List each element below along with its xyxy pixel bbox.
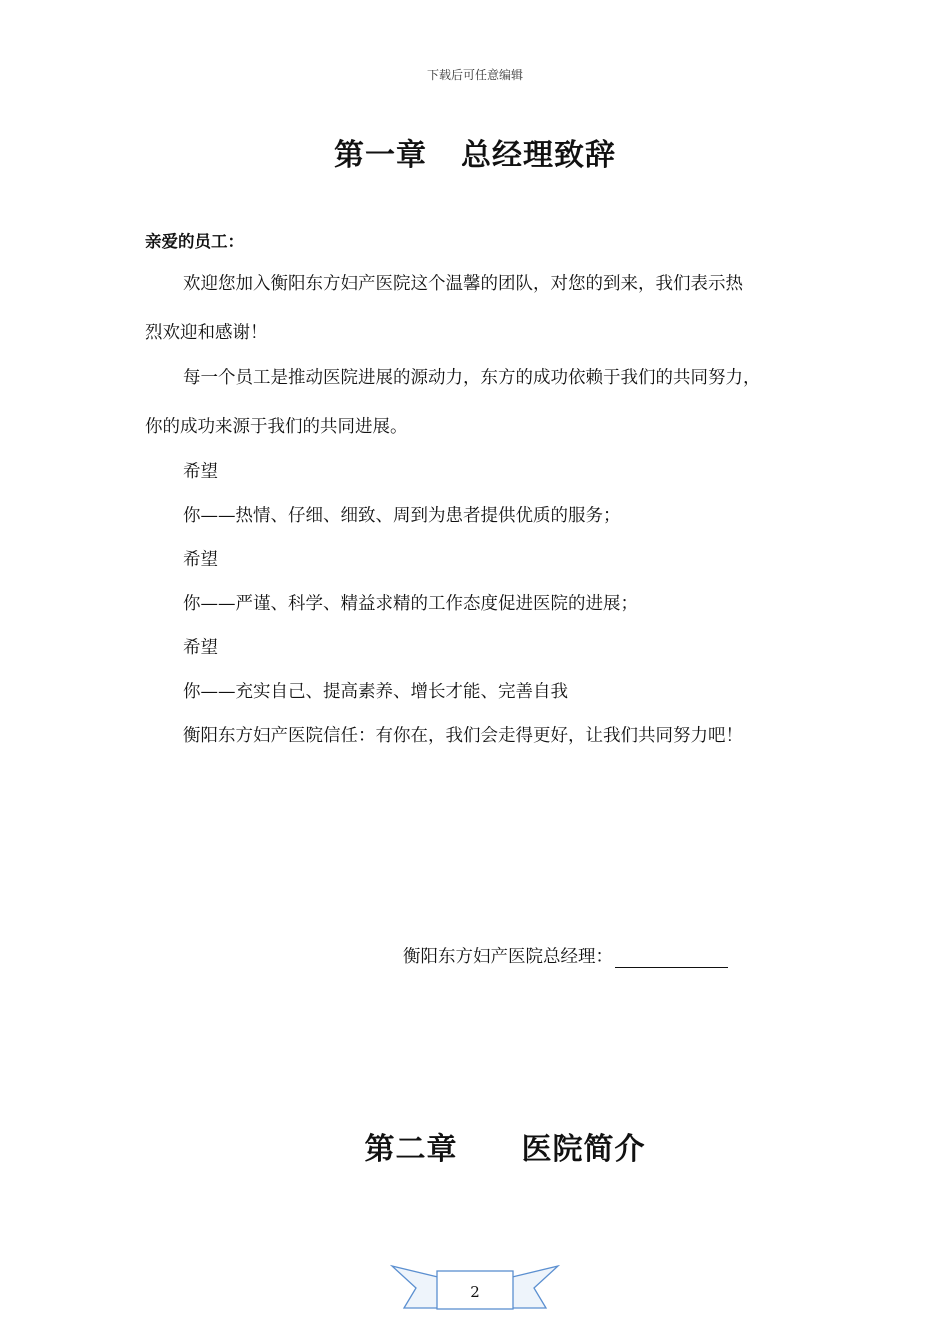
paragraph-2-line-2: 你的成功来源于我们的共同进展。 xyxy=(145,417,408,437)
ribbon-left-tail xyxy=(392,1266,442,1308)
wish-line-1: 你——热情、仔细、细致、周到为患者提供优质的服务； xyxy=(183,506,621,526)
paragraph-1-line-2: 烈欢迎和感谢！ xyxy=(145,323,268,343)
ribbon-right-tail xyxy=(508,1266,558,1308)
signature-block xyxy=(403,943,728,968)
chapter-2-label: 第二章 xyxy=(364,1132,458,1167)
paragraph-1-line-1: 欢迎您加入衡阳东方妇产医院这个温馨的团队，对您的到来，我们表示热 xyxy=(183,274,743,294)
chapter-1-title: 总经理致辞 xyxy=(461,138,616,173)
wish-line-3: 你——充实自己、提高素养、增长才能、完善自我 xyxy=(183,682,568,702)
chapter-2-title: 医院简介 xyxy=(521,1132,646,1167)
hope-line-1: 希望 xyxy=(183,462,218,482)
chapter-2-heading xyxy=(0,1124,950,1168)
signature-blank-line xyxy=(615,949,728,968)
closing-line: 衡阳东方妇产医院信任：有你在，我们会走得更好，让我们共同努力吧！ xyxy=(183,726,743,746)
hope-line-2: 希望 xyxy=(183,550,218,570)
signature-label: 衡阳东方妇产医院总经理： xyxy=(403,947,613,967)
hope-line-3: 希望 xyxy=(183,638,218,658)
paragraph-2-line-1: 每一个员工是推动医院进展的源动力，东方的成功依赖于我们的共同努力， xyxy=(183,368,761,388)
chapter-1-label: 第一章 xyxy=(334,138,427,173)
chapter-1-heading xyxy=(0,130,950,174)
page-header: 下载后可任意编辑 xyxy=(426,68,523,82)
letter-salutation: 亲爱的员工： xyxy=(145,232,244,251)
wish-line-2: 你——严谨、科学、精益求精的工作态度促进医院的进展； xyxy=(183,594,638,614)
page-number: 2 xyxy=(470,1283,480,1301)
